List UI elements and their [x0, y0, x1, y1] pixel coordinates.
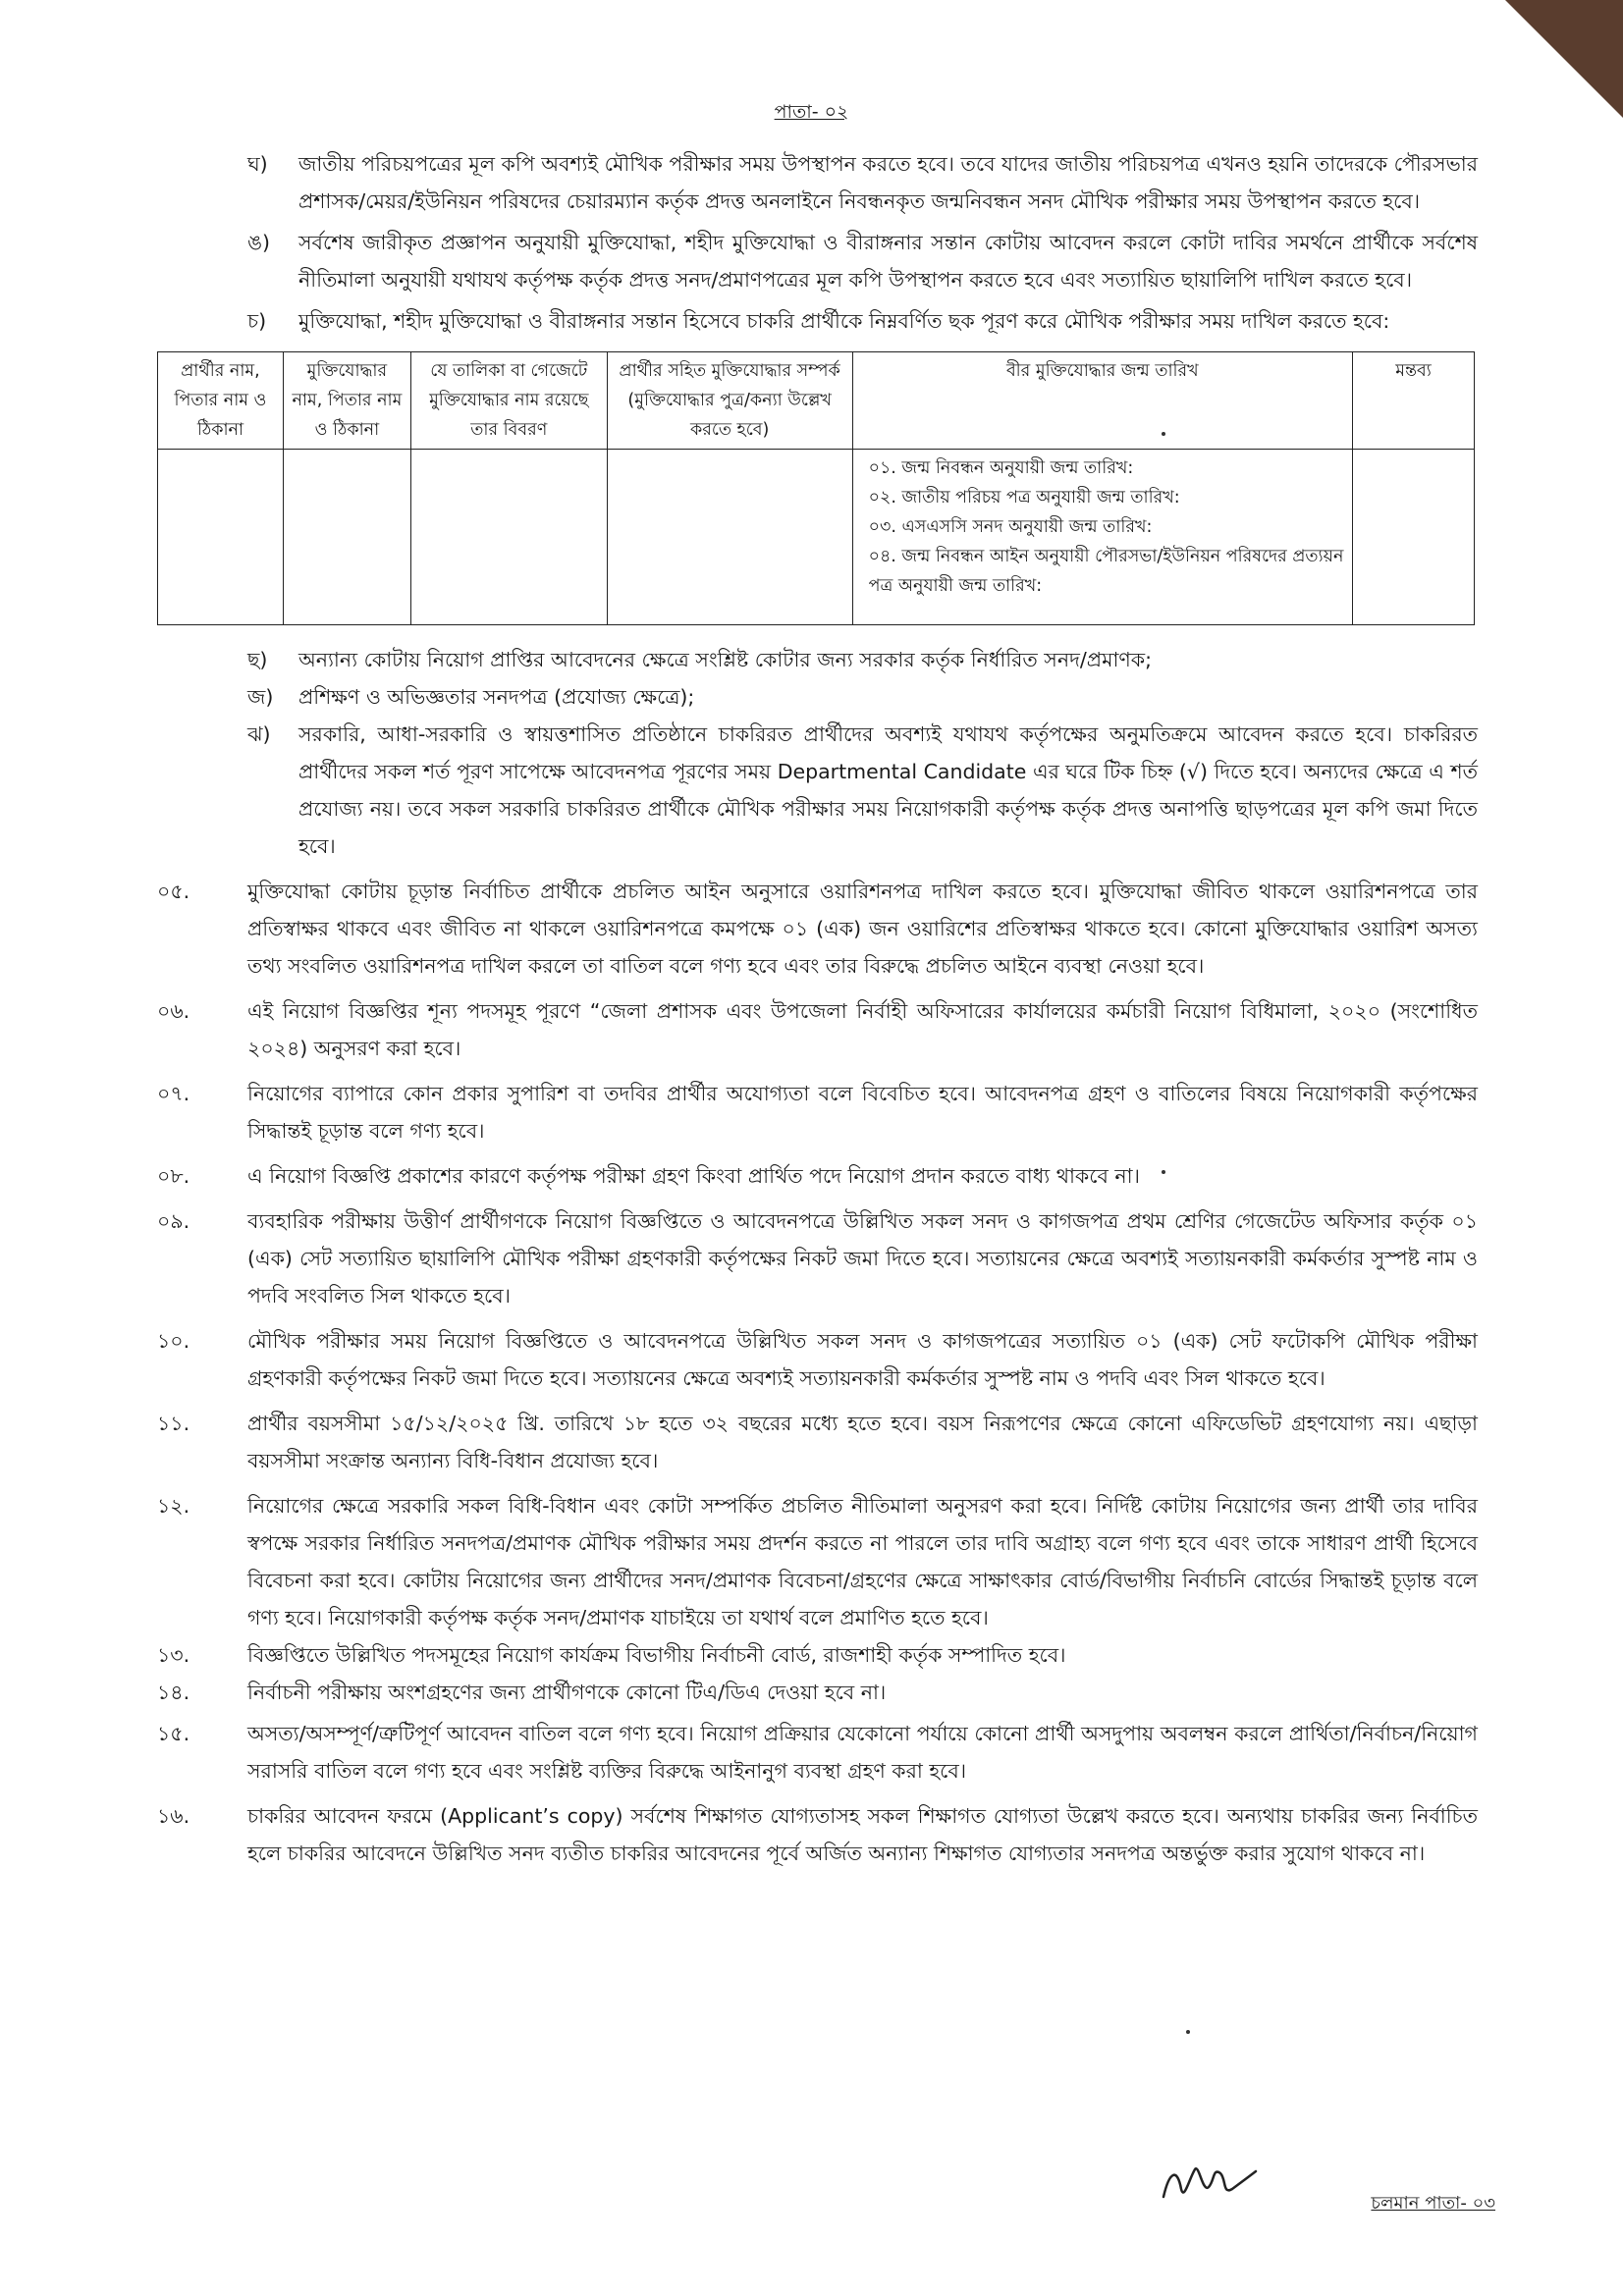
item-number: ১৩.	[157, 1643, 190, 1667]
dob-line: ০৩. এসএসসি সনদ অনুযায়ী জন্ম তারিখ:	[868, 517, 1153, 537]
table-header: প্রার্থীর নাম, পিতার নাম ও ঠিকানা	[158, 352, 284, 450]
item-text: নিয়োগের ব্যাপারে কোন প্রকার সুপারিশ বা তদবির প্রার্থীর অযোগ্যতা বলে বিবেচিত হবে। আবেদনপত্র গ্রহণ ও বাতিলের বিষয়ে নিয়োগকারী কর্তৃপক্ষের সিদ্ধান্তই চূড়ান্ত বলে গণ্য হবে।	[247, 1082, 1478, 1143]
table-cell	[607, 450, 852, 625]
item-number: ০৬.	[157, 999, 190, 1023]
item-marker: জ)	[247, 685, 274, 709]
table-cell	[1353, 450, 1475, 625]
table-header-row	[158, 352, 1475, 450]
numbered-item	[157, 1487, 1478, 1636]
list-item	[157, 224, 1478, 298]
item-text: প্রার্থীর বয়সসীমা ১৫/১২/২০২৫ খ্রি. তারিখে ১৮ হতে ৩২ বছরের মধ্যে হতে হবে। বয়স নিরূপণের ক্ষেত্রে কোনো এফিডেভিট গ্রহণযোগ্য নয়। এছাড়া বয়সসীমা সংক্রান্ত অন্যান্য বিধি-বিধান প্রযোজ্য হবে।	[247, 1412, 1478, 1472]
table-header: মুক্তিযোদ্ধার নাম, পিতার নাম ও ঠিকানা	[283, 352, 410, 450]
dob-cell	[852, 450, 1353, 625]
freedom-fighter-quota-table	[157, 351, 1475, 625]
continued-page-label: চলমান পাতা- ০৩	[1371, 2193, 1495, 2214]
item-number: ০৭.	[157, 1082, 190, 1105]
scan-speck	[1162, 1170, 1165, 1174]
item-number: ০৮.	[157, 1164, 190, 1188]
numbered-item	[157, 1715, 1478, 1789]
item-number: ১৫.	[157, 1722, 190, 1745]
item-number: ০৯.	[157, 1209, 190, 1233]
numbered-item	[157, 992, 1478, 1067]
dob-line: ০১. জন্ম নিবন্ধন অনুযায়ী জন্ম তারিখ:	[868, 458, 1134, 478]
table-cell	[158, 450, 284, 625]
dob-line: ০২. জাতীয় পরিচয় পত্র অনুযায়ী জন্ম তারিখ:	[868, 488, 1180, 507]
table-header: বীর মুক্তিযোদ্ধার জন্ম তারিখ	[852, 352, 1353, 450]
list-item	[157, 716, 1478, 865]
item-text: নিয়োগের ক্ষেত্রে সরকারি সকল বিধি-বিধান এবং কোটা সম্পর্কিত প্রচলিত নীতিমালা অনুসরণ করা হবে। নির্দিষ্ট কোটায় নিয়োগের জন্য প্রার্থী তার দাবির স্বপক্ষে সরকার নির্ধারিত সনদপত্র/প্রমাণক মৌখিক পরীক্ষার সময় প্রদর্শন করতে না পারলে তার দাবি অগ্রাহ্য বলে গণ্য হবে এবং তাকে সাধারণ প্রার্থী হিসেবে বিবেচনা করা হবে। কোটায় নিয়োগের জন্য প্রার্থীদের সনদ/প্রমাণক বিবেচনা/গ্রহণের ক্ষেত্রে সাক্ষাৎকার বোর্ড/বিভাগীয় নির্বাচনি বোর্ডের সিদ্ধান্তই চূড়ান্ত বলে গণ্য হবে। নিয়োগকারী কর্তৃপক্ষ কর্তৃক সনদ/প্রমাণক যাচাইয়ে তা যথার্থ বলে প্রমাণিত হতে হবে।	[247, 1494, 1478, 1629]
item-marker: ছ)	[247, 648, 268, 671]
item-text: জাতীয় পরিচয়পত্রের মূল কপি অবশ্যই মৌখিক পরীক্ষার সময় উপস্থাপন করতে হবে। তবে যাদের জাতীয় পরিচয়পত্র এখনও হয়নি তাদেরকে পৌরসভার প্রশাসক/মেয়র/ইউনিয়ন পরিষদের চেয়ারম্যান কর্তৃক প্রদত্ত অনলাইনে নিবন্ধনকৃত জন্মনিবন্ধন সনদ মৌখিক পরীক্ষার সময় উপস্থাপন করতে হবে।	[298, 152, 1478, 213]
item-text: অসত্য/অসম্পূর্ণ/ত্রুটিপূর্ণ আবেদন বাতিল বলে গণ্য হবে। নিয়োগ প্রক্রিয়ার যেকোনো পর্যায়ে কোনো প্রার্থী অসদুপায় অবলম্বন করলে প্রার্থিতা/নির্বাচন/নিয়োগ সরাসরি বাতিল বলে গণ্য হবে এবং সংশ্লিষ্ট ব্যক্তির বিরুদ্ধে আইনানুগ ব্যবস্থা গ্রহণ করা হবে।	[247, 1722, 1478, 1783]
item-number: ১৬.	[157, 1804, 190, 1828]
numbered-item	[157, 1322, 1478, 1397]
item-text: সর্বশেষ জারীকৃত প্রজ্ঞাপন অনুযায়ী মুক্তিযোদ্ধা, শহীদ মুক্তিযোদ্ধা ও বীরাঙ্গনার সন্তান কোটায় আবেদন করলে কোটা দাবির সমর্থনে প্রার্থীকে সর্বশেষ নীতিমালা অনুযায়ী যথাযথ কর্তৃপক্ষ কর্তৃক প্রদত্ত সনদ/প্রমাণপত্রের মূল কপি উপস্থাপন করতে হবে এবং সত্যায়িত ছায়ালিপি দাখিল করতে হবে।	[298, 231, 1478, 292]
table-cell	[283, 450, 410, 625]
table-header: মন্তব্য	[1353, 352, 1475, 450]
item-text: নির্বাচনী পরীক্ষায় অংশগ্রহণের জন্য প্রার্থীগণকে কোনো টিএ/ডিএ দেওয়া হবে না।	[247, 1681, 887, 1704]
list-item	[157, 678, 1478, 716]
table-header: যে তালিকা বা গেজেটে মুক্তিযোদ্ধার নাম রয়েছে তার বিবরণ	[410, 352, 607, 450]
item-text: বিজ্ঞপ্তিতে উল্লিখিত পদসমূহের নিয়োগ কার্যক্রম বিভাগীয় নির্বাচনী বোর্ড, রাজশাহী কর্তৃক সম্পাদিত হবে।	[247, 1643, 1066, 1667]
item-number: ১৪.	[157, 1681, 190, 1704]
item-text: মৌখিক পরীক্ষার সময় নিয়োগ বিজ্ঞপ্তিতে ও আবেদনপত্রে উল্লিখিত সকল সনদ ও কাগজপত্রের সত্যায়িত ০১ (এক) সেট ফটোকপি মৌখিক পরীক্ষা গ্রহণকারী কর্তৃপক্ষের নিকট জমা দিতে হবে। সত্যায়নের ক্ষেত্রে অবশ্যই সত্যায়নকারী কর্মকর্তার সুস্পষ্ট নাম ও পদবি এবং সিল থাকতে হবে।	[247, 1329, 1478, 1390]
numbered-item	[157, 1075, 1478, 1149]
item-text: মুক্তিযোদ্ধা, শহীদ মুক্তিযোদ্ধা ও বীরাঙ্গনার সন্তান হিসেবে চাকরি প্রার্থীকে নিম্নবর্ণিত ছক পূরণ করে মৌখিক পরীক্ষার সময় দাখিল করতে হবে:	[298, 309, 1390, 333]
item-text: প্রশিক্ষণ ও অভিজ্ঞতার সনদপত্র (প্রযোজ্য ক্ষেত্রে);	[298, 685, 695, 709]
table-row	[158, 450, 1475, 625]
scan-speck	[1186, 2030, 1190, 2034]
numbered-item	[157, 873, 1478, 985]
item-text: মুক্তিযোদ্ধা কোটায় চূড়ান্ত নির্বাচিত প্রার্থীকে প্রচলিত আইন অনুসারে ওয়ারিশনপত্র দাখিল করতে হবে। মুক্তিযোদ্ধা জীবিত থাকলে ওয়ারিশনপত্রে তার প্রতিস্বাক্ষর থাকবে এবং জীবিত না থাকলে ওয়ারিশনপত্রে কমপক্ষে ০১ (এক) জন ওয়ারিশের প্রতিস্বাক্ষর থাকতে হবে। কোনো মুক্তিযোদ্ধার ওয়ারিশ অসত্য তথ্য সংবলিত ওয়ারিশনপত্র দাখিল করলে তা বাতিল বলে গণ্য হবে এবং তার বিরুদ্ধে প্রচলিত আইনে ব্যবস্থা নেওয়া হবে।	[247, 880, 1478, 978]
item-text: ব্যবহারিক পরীক্ষায় উত্তীর্ণ প্রার্থীগণকে নিয়োগ বিজ্ঞপ্তিতে ও আবেদনপত্রে উল্লিখিত সকল সনদ ও কাগজপত্র প্রথম শ্রেণির গেজেটেড অফিসার কর্তৃক ০১ (এক) সেট সত্যায়িত ছায়ালিপি মৌখিক পরীক্ষা গ্রহণকারী কর্তৃপক্ষের নিকট জমা দিতে হবে। সত্যায়নের ক্ষেত্রে অবশ্যই সত্যায়নকারী কর্মকর্তার সুস্পষ্ট নাম ও পদবি সংবলিত সিল থাকতে হবে।	[247, 1209, 1478, 1308]
item-text: এই নিয়োগ বিজ্ঞপ্তির শূন্য পদসমূহ পূরণে “জেলা প্রশাসক এবং উপজেলা নির্বাহী অফিসারের কার্যালয়ের কর্মচারী নিয়োগ বিধিমালা, ২০২০ (সংশোধিত ২০২৪) অনুসরণ করা হবে।	[247, 999, 1478, 1060]
item-marker: ঘ)	[247, 152, 268, 176]
numbered-item	[157, 1157, 1478, 1195]
page-number: পাতা- ০২	[774, 101, 849, 123]
numbered-item	[157, 1674, 1478, 1711]
item-number: ১২.	[157, 1494, 190, 1518]
item-marker: চ)	[247, 309, 267, 333]
numbered-item	[157, 1636, 1478, 1674]
item-number: ১০.	[157, 1329, 190, 1353]
dob-line: ০৪. জন্ম নিবন্ধন আইন অনুযায়ী পৌরসভা/ইউনিয়ন পরিষদের প্রত্যয়ন পত্র অনুযায়ী জন্ম তারিখ:	[868, 547, 1344, 596]
numbered-item	[157, 1202, 1478, 1314]
table-header: প্রার্থীর সহিত মুক্তিযোদ্ধার সম্পর্ক (মুক্তিযোদ্ধার পুত্র/কন্যা উল্লেখ করতে হবে)	[607, 352, 852, 450]
item-text: সরকারি, আধা-সরকারি ও স্বায়ত্তশাসিত প্রতিষ্ঠানে চাকরিরত প্রার্থীদের অবশ্যই যথাযথ কর্তৃপক্ষের অনুমতিক্রমে আবেদন করতে হবে। চাকরিরত প্রার্থীদের সকল শর্ত পূরণ সাপেক্ষে আবেদনপত্র পূরণের সময় Departmental Candidate এর ঘরে টিক চিহ্ন (√) দিতে হবে। অন্যদের ক্ষেত্রে এ শর্ত প্রযোজ্য নয়। তবে সকল সরকারি চাকরিরত প্রার্থীকে মৌখিক পরীক্ষার সময় নিয়োগকারী কর্তৃপক্ষ কর্তৃক প্রদত্ত অনাপত্তি ছাড়পত্রের মূল কপি জমা দিতে হবে।	[298, 722, 1478, 858]
signature	[1154, 2150, 1262, 2209]
table-cell	[410, 450, 607, 625]
item-number: ১১.	[157, 1412, 190, 1435]
item-text: চাকরির আবেদন ফরমে (Applicant’s copy) সর্বশেষ শিক্ষাগত যোগ্যতাসহ সকল শিক্ষাগত যোগ্যতা উল্লেখ করতে হবে। অন্যথায় চাকরির জন্য নির্বাচিত হলে চাকরির আবেদনে উল্লিখিত সনদ ব্যতীত চাকরির আবেদনের পূর্বে অর্জিত অন্যান্য শিক্ষাগত যোগ্যতার সনদপত্র অন্তর্ভুক্ত করার সুযোগ থাকবে না।	[247, 1804, 1478, 1865]
list-item	[157, 641, 1478, 678]
list-item	[157, 145, 1478, 220]
list-item	[157, 302, 1478, 340]
item-text: অন্যান্য কোটায় নিয়োগ প্রাপ্তির আবেদনের ক্ষেত্রে সংশ্লিষ্ট কোটার জন্য সরকার কর্তৃক নির্ধারিত সনদ/প্রমাণক;	[298, 648, 1153, 671]
item-number: ০৫.	[157, 880, 190, 903]
scan-speck	[1162, 432, 1165, 436]
numbered-item	[157, 1405, 1478, 1479]
numbered-item	[157, 1797, 1478, 1872]
item-marker: ঝ)	[247, 722, 271, 746]
item-marker: ঙ)	[247, 231, 271, 254]
document-body	[157, 145, 1478, 1872]
item-text: এ নিয়োগ বিজ্ঞপ্তি প্রকাশের কারণে কর্তৃপক্ষ পরীক্ষা গ্রহণ কিংবা প্রার্থিত পদে নিয়োগ প্রদান করতে বাধ্য থাকবে না।	[247, 1164, 1140, 1188]
